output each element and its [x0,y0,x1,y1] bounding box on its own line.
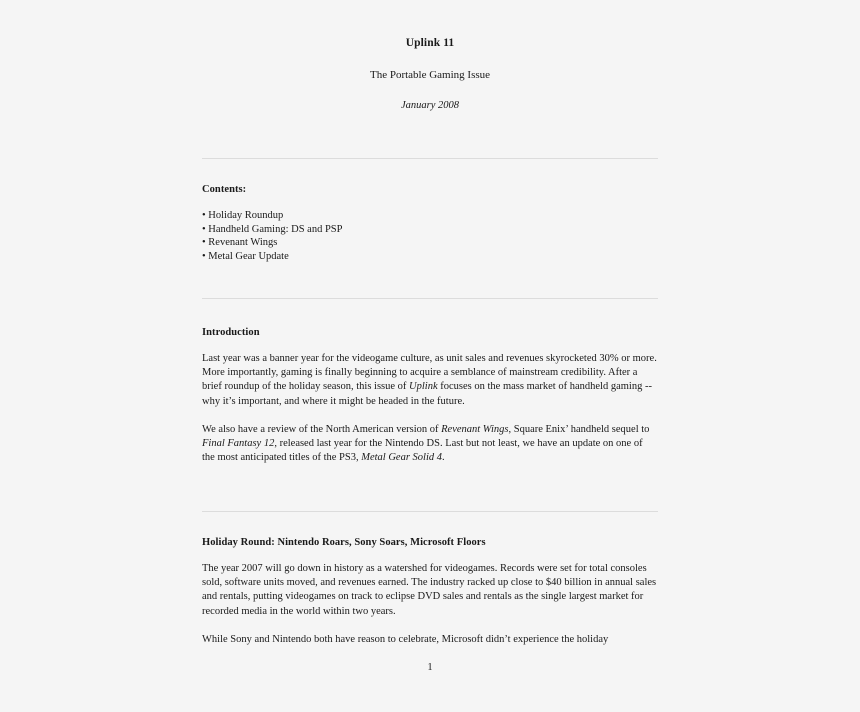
document-date: January 2008 [400,100,460,111]
title-italic-revenant-wings: Revenant Wings [441,423,509,435]
contents-list-wrapper [202,209,658,263]
introduction-heading: Introduction [202,327,260,338]
list-item[interactable]: • Metal Gear Update [202,250,289,262]
holiday-round-paragraph-1: The year 2007 will go down in history as a watershed for videogames. Records were set for total consoles sold, software units moved, and revenues earned. The industry racked up close to $40 billion in annual sales and rentals, putting videogames on track to eclipse DVD sales and rentals as the single largest market for recorded media in the world within two years. [202,563,657,617]
text-run: , Square Enix’ handheld sequel to [508,423,650,435]
holiday-round-heading: Holiday Round: Nintendo Roars, Sony Soars, Microsoft Floors [202,537,486,548]
divider-middle [202,298,658,299]
list-item[interactable]: • Handheld Gaming: DS and PSP [202,223,343,235]
text-run: We also have a review of the North American version of [202,423,442,435]
holiday-round-body [202,562,658,647]
contents-list [202,209,658,263]
title-italic-final-fantasy-12: Final Fantasy 12 [202,438,275,450]
list-item[interactable]: • Revenant Wings [202,237,278,249]
title-italic-metal-gear-solid-4: Metal Gear Solid 4 [361,452,443,464]
page-number: 1 [427,662,433,673]
document-subtitle: The Portable Gaming Issue [369,69,491,81]
text-run: Last year was a banner year for the videogame culture, as unit sales and revenues skyrocketed 30% or more. More importantly, gaming is finally beginning to acquire a semblance of mainstream credibility. After a brief roundup of the holiday season, this issue of [202,353,657,393]
introduction-paragraph-1 [202,352,658,409]
introduction-paragraph-2 [202,423,658,466]
contents-heading: Contents: [202,184,247,195]
masthead [0,36,860,113]
text-run: . [442,452,445,464]
divider-bottom [202,511,658,512]
holiday-round-section [202,536,658,550]
text-run: , released last year for the Nintendo DS. Last but not least, we have an update on one of the most anticipated titles of the PS3, [202,438,643,464]
title-italic-uplink: Uplink [409,381,438,393]
holiday-round-paragraph-2: While Sony and Nintendo both have reason to celebrate, Microsoft didn’t experience the holiday [202,633,609,645]
introduction-section [202,326,658,340]
contents-section [202,183,658,197]
document-title: Uplink 11 [405,37,455,49]
introduction-body [202,352,658,465]
text-run: focuses on the mass market of handheld gaming -- why it’s important, and where it might be headed in the future. [202,381,652,407]
divider-top [202,158,658,159]
list-item[interactable]: • Holiday Roundup [202,210,284,221]
